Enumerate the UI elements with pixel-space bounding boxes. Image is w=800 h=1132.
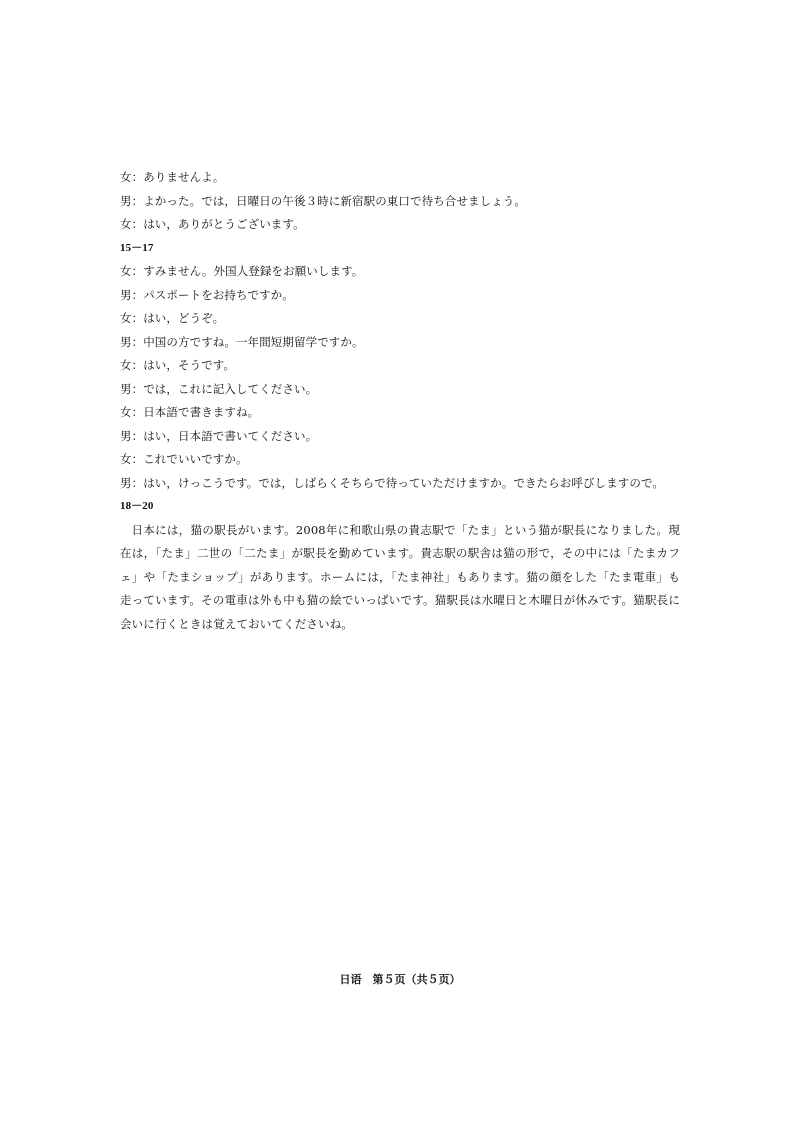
dialogue-line: 女：ありませんよ。 — [120, 170, 225, 184]
dialogue-line: 男：では，これに記入してください。 — [120, 381, 318, 396]
page-footer: 日语 第５页（共５页） — [339, 973, 461, 986]
dialogue-line: 女：すみません。外国人登録をお願いします。 — [120, 264, 364, 278]
dialogue-line: 女：これでいいですか。 — [120, 452, 248, 466]
passage-paragraph: 日本には，猫の駅長がいます。2008年に和歌山県の貴志駅で「たま」という猫が駅長になりました。現在は，「たま」二世の「二たま」が駅長を勤めています。貴志駅の駅舎は猫の形で，その中には「たまカフェ」や「たまショップ」があります。ホームには，「たま神社」もあります。猫の顔をした「たま電車」も走っています。その電車は外も中も猫の絵でいっぱいです。猫駅長は水曜日と木曜日が休みです。猫駅長に会いに行くときは覚えておいてくださいね。 — [120, 522, 680, 631]
dialogue-line: 男：中国の方ですね。一年間短期留学ですか。 — [120, 334, 364, 349]
section-number-18-20: 18－20 — [120, 500, 154, 512]
dialogue-line: 女：日本語で書きますね。 — [120, 405, 260, 419]
dialogue-line: 男：パスポートをお持ちですか。 — [120, 287, 294, 302]
dialogue-line: 女：はい，どうぞ。 — [120, 311, 225, 325]
dialogue-line: 男：はい，日本語で書いてください。 — [120, 428, 318, 443]
dialogue-line: 女：はい，ありがとうございます。 — [120, 217, 305, 231]
dialogue-line: 男：よかった。では，日曜日の午後３時に新宿駅の東口で待ち合せましょう。 — [120, 193, 526, 208]
section-number-15-17: 15－17 — [120, 241, 154, 254]
dialogue-line: 男：はい，けっこうです。では，しばらくそちらで待っていただけますか。できたらお呼びしますので。 — [120, 475, 664, 490]
dialogue-line: 女：はい，そうです。 — [120, 358, 236, 372]
document-body — [120, 166, 680, 636]
